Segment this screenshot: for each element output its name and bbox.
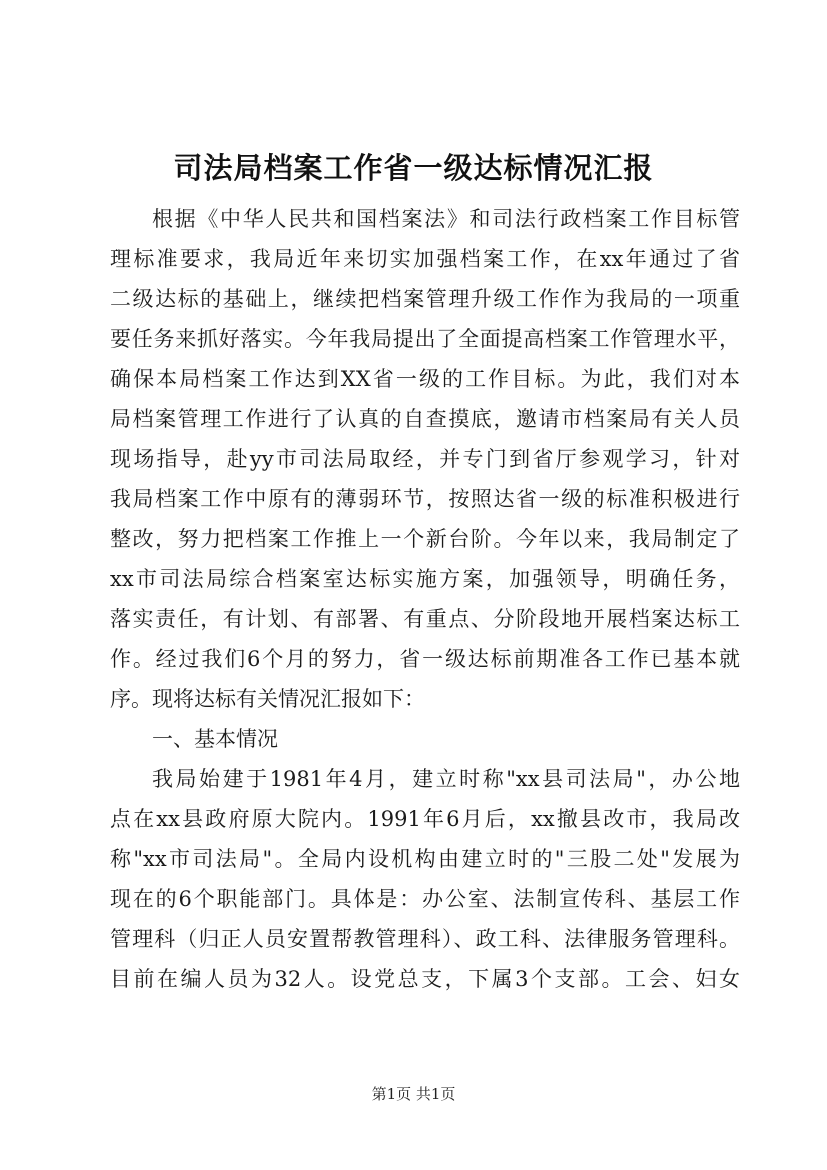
page-number: 第1页 共1页	[371, 1085, 456, 1103]
paragraph-line: 序。现将达标有关情况汇报如下：	[110, 687, 425, 711]
paragraph-line: 理标准要求，我局近年来切实加强档案工作，在xx年通过了省	[110, 247, 740, 271]
document-body	[110, 199, 740, 999]
paragraph-line: 要任务来抓好落实。今年我局提出了全面提高档案工作管理水平，	[110, 327, 740, 351]
paragraph-line: 称"xx市司法局"。全局内设机构由建立时的"三股二处"发展为	[110, 847, 740, 871]
paragraph-line: 落实责任，有计划、有部署、有重点、分阶段地开展档案达标工	[110, 607, 740, 631]
paragraph-line: 局档案管理工作进行了认真的自查摸底，邀请市档案局有关人员	[110, 407, 740, 431]
paragraph-line: 二级达标的基础上，继续把档案管理升级工作作为我局的一项重	[110, 287, 740, 311]
paragraph-line: 我局始建于1981年4月，建立时称"xx县司法局"，办公地	[152, 767, 740, 791]
paragraph-line: 我局档案工作中原有的薄弱环节，按照达省一级的标准积极进行	[110, 487, 740, 511]
paragraph-line: xx市司法局综合档案室达标实施方案，加强领导，明确任务，	[110, 567, 740, 591]
paragraph-line: 整改，努力把档案工作推上一个新台阶。今年以来，我局制定了	[110, 527, 740, 551]
paragraph-line: 作。经过我们6个月的努力，省一级达标前期准各工作已基本就	[110, 647, 740, 671]
section-heading: 一、基本情况	[152, 727, 278, 751]
document-title: 司法局档案工作省一级达标情况汇报	[173, 151, 654, 185]
paragraph-line: 确保本局档案工作达到XX省一级的工作目标。为此，我们对本	[110, 367, 740, 391]
paragraph-line: 现在的6个职能部门。具体是：办公室、法制宣传科、基层工作	[110, 887, 740, 911]
paragraph-line: 点在xx县政府原大院内。1991年6月后，xx撤县改市，我局改	[110, 807, 740, 831]
paragraph-line: 现场指导，赴yy市司法局取经，并专门到省厅参观学习，针对	[110, 447, 740, 471]
paragraph-line: 根据《中华人民共和国档案法》和司法行政档案工作目标管	[152, 207, 740, 231]
paragraph-line: 目前在编人员为32人。设党总支，下属3个支部。工会、妇女	[110, 967, 740, 991]
paragraph-line: 管理科（归正人员安置帮教管理科）、政工科、法律服务管理科。	[110, 927, 740, 951]
